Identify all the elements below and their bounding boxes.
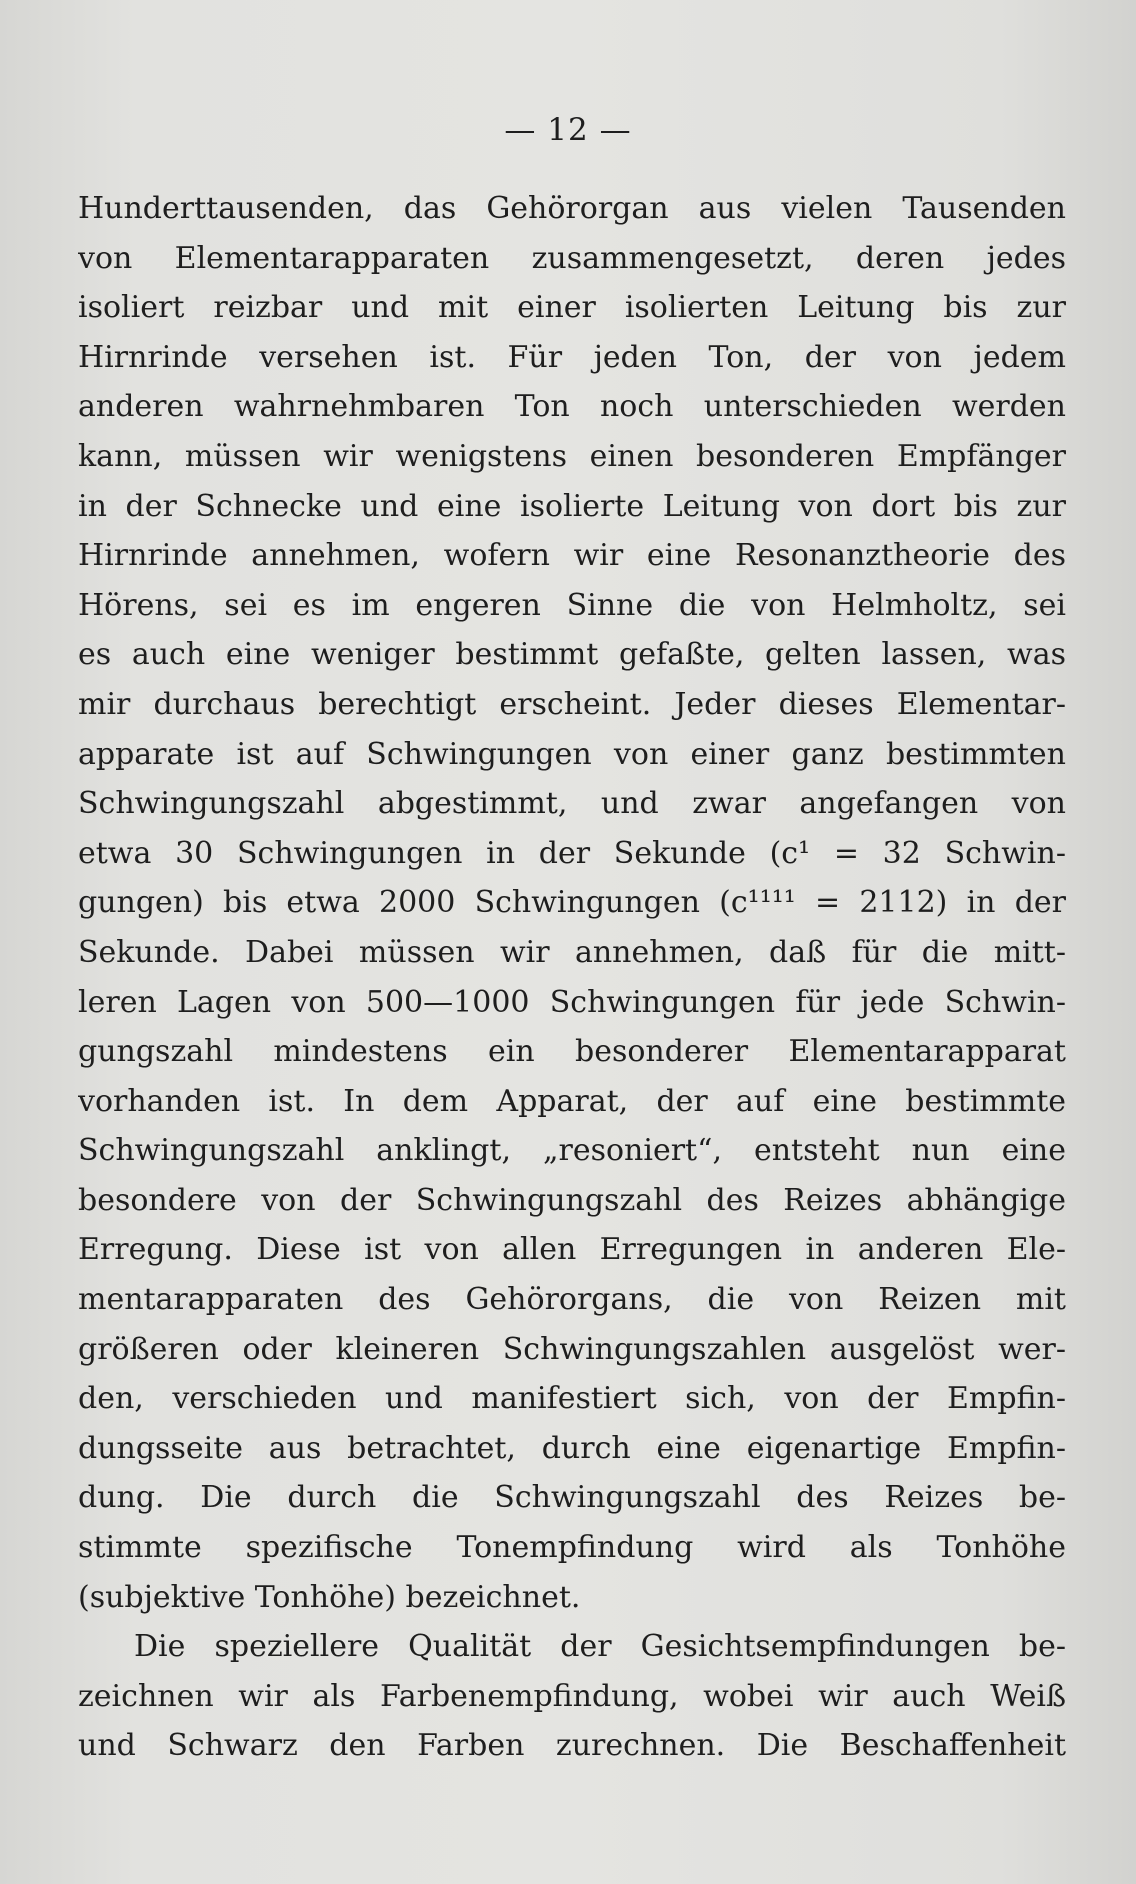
text-line: Erregung. Diese ist von allen Erregungen in anderen Ele-	[78, 1232, 1066, 1268]
text-line: kann, müssen wir wenigstens einen besonderen Empfänger	[78, 438, 1066, 474]
text-line: Schwingungszahl anklingt, „resoniert“, entsteht nun eine	[78, 1133, 1066, 1169]
text-line-paragraph-end: (subjektive Tonhöhe) bezeichnet.	[78, 1579, 581, 1615]
text-line: dung. Die durch die Schwingungszahl des Reizes be-	[78, 1480, 1066, 1516]
text-line-paragraph-start: Die speziellere Qualität der Gesichtsempfindungen be-	[134, 1629, 1066, 1665]
text-line: es auch eine weniger bestimmt gefaßte, gelten lassen, was	[78, 637, 1066, 673]
text-line: zeichnen wir als Farbenempfindung, wobei wir auch Weiß	[78, 1678, 1066, 1714]
text-line: vorhanden ist. In dem Apparat, der auf eine bestimmte	[78, 1083, 1066, 1119]
text-line: gungen) bis etwa 2000 Schwingungen (c¹¹¹¹ = 2112) in der	[78, 885, 1066, 921]
text-line: dungsseite aus betrachtet, durch eine eigenartige Empfin-	[78, 1430, 1066, 1466]
text-line: mentarapparaten des Gehörorgans, die von Reizen mit	[78, 1282, 1066, 1318]
text-line: Sekunde. Dabei müssen wir annehmen, daß für die mitt-	[78, 934, 1066, 970]
text-line: größeren oder kleineren Schwingungszahlen ausgelöst wer-	[78, 1331, 1066, 1367]
text-line: anderen wahrnehmbaren Ton noch unterschieden werden	[78, 389, 1066, 425]
text-line: leren Lagen von 500—1000 Schwingungen für jede Schwin-	[78, 984, 1066, 1020]
text-line: Hörens, sei es im engeren Sinne die von Helmholtz, sei	[78, 587, 1066, 623]
text-line: stimmte spezifische Tonempfindung wird als Tonhöhe	[78, 1530, 1066, 1566]
text-line: und Schwarz den Farben zurechnen. Die Beschaffenheit	[78, 1728, 1066, 1764]
text-line: Schwingungszahl abgestimmt, und zwar angefangen von	[78, 786, 1066, 822]
text-line: besondere von der Schwingungszahl des Reizes abhängige	[78, 1182, 1066, 1218]
text-line: gungszahl mindestens ein besonderer Elementarapparat	[78, 1034, 1066, 1070]
text-line: etwa 30 Schwingungen in der Sekunde (c¹ = 32 Schwin-	[78, 835, 1066, 871]
text-line: mir durchaus berechtigt erscheint. Jeder dieses Elementar-	[78, 686, 1066, 722]
body-text	[78, 184, 1066, 1771]
text-line: von Elementarapparaten zusammengesetzt, deren jedes	[78, 240, 1066, 276]
text-line: in der Schnecke und eine isolierte Leitung von dort bis zur	[78, 488, 1066, 524]
text-line: Hirnrinde annehmen, wofern wir eine Resonanztheorie des	[78, 538, 1066, 574]
text-line: isoliert reizbar und mit einer isolierten Leitung bis zur	[78, 290, 1066, 326]
text-line: Hirnrinde versehen ist. Für jeden Ton, der von jedem	[78, 339, 1066, 375]
page-number: — 12 —	[504, 112, 632, 148]
text-line: apparate ist auf Schwingungen von einer ganz bestimmten	[78, 736, 1066, 772]
text-line: Hunderttausenden, das Gehörorgan aus vielen Tausenden	[78, 191, 1066, 226]
text-line: den, verschieden und manifestiert sich, von der Empfin-	[78, 1381, 1066, 1417]
